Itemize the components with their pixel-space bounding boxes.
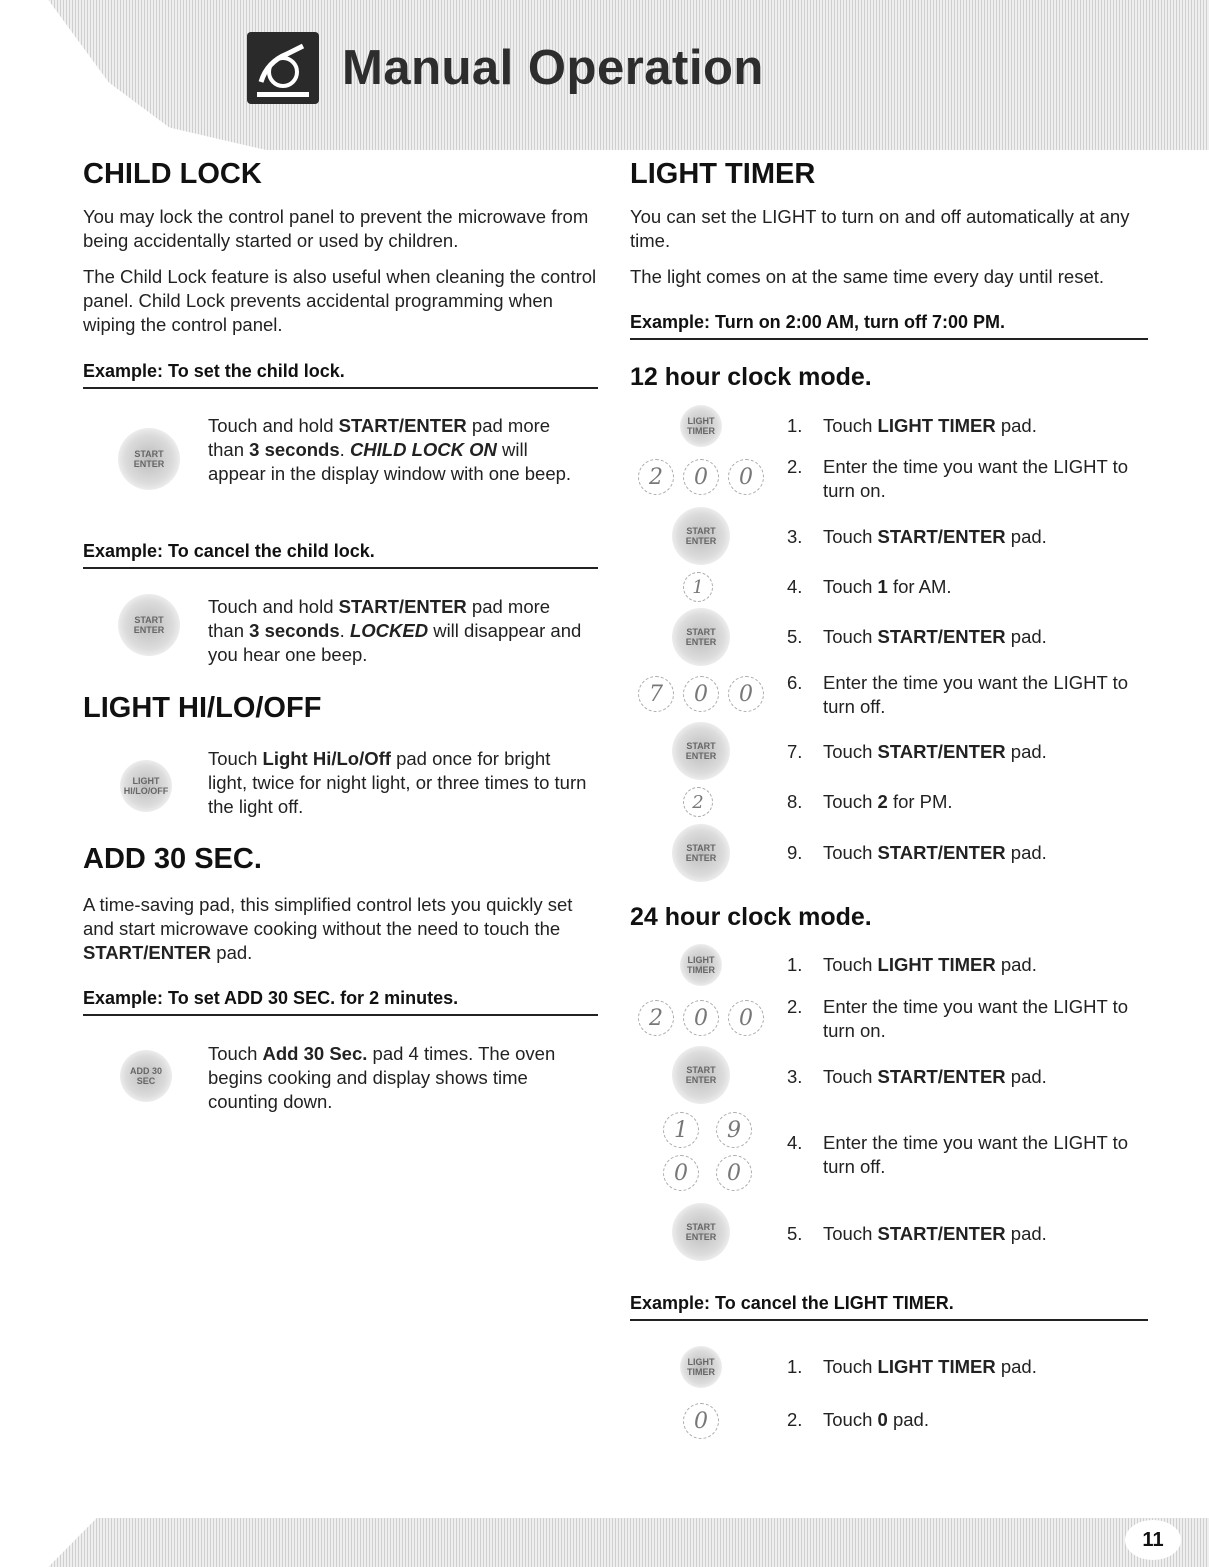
number-key-icon: 0 (683, 1000, 719, 1036)
light-hilo-text: Touch Light Hi/Lo/Off pad once for bright light, twice for night light, or three times to turn the light off. (208, 748, 587, 817)
number-key-icon: 0 (728, 676, 764, 712)
light-timer-heading: LIGHT TIMER (630, 158, 816, 190)
number-key-icon: 0 (683, 459, 719, 495)
light-timer-reset-note: The light comes on at the same time every day until reset. (630, 266, 1105, 287)
number-key-icon: 0 (683, 1403, 719, 1439)
light-timer-pad-icon: LIGHT TIMER (680, 405, 722, 447)
number-key-icon: 2 (638, 1000, 674, 1036)
number-key-icon: 1 (683, 572, 713, 602)
example-cancel-child-lock: Example: To cancel the child lock. (83, 541, 598, 569)
number-key-icon: 0 (683, 676, 719, 712)
start-enter-pad-icon: START ENTER (672, 722, 730, 780)
page-title: Manual Operation (342, 41, 764, 95)
light-hilo-heading: LIGHT HI/LO/OFF (83, 692, 322, 724)
light-timer-pad-icon: LIGHT TIMER (680, 944, 722, 986)
light-timer-intro: You can set the LIGHT to turn on and off automatically at any time. (630, 206, 1130, 251)
example-set-child-lock: Example: To set the child lock. (83, 361, 598, 389)
start-enter-pad-icon: START ENTER (672, 1203, 730, 1261)
number-key-icon: 9 (716, 1112, 752, 1148)
add-30-sec-heading: ADD 30 SEC. (83, 843, 262, 875)
hand-touch-icon (247, 32, 319, 104)
add-30-sec-intro: A time-saving pad, this simplified control lets you quickly set and start microwave cooking without the need to touch the START/ENTER pad. (83, 894, 573, 963)
start-enter-pad-icon: START ENTER (672, 1046, 730, 1104)
add-30-sec-pad-icon: ADD 30 SEC (120, 1050, 172, 1102)
number-key-icon: 2 (683, 787, 713, 817)
number-key-icon: 0 (663, 1155, 699, 1191)
cancel-child-lock-text: Touch and hold START/ENTER pad more than 3 seconds. LOCKED will disappear and you hear one beep. (208, 596, 582, 665)
child-lock-intro: You may lock the control panel to prevent the microwave from being accidentally started or used by children. (83, 206, 589, 251)
12-hour-mode-heading: 12 hour clock mode. (630, 363, 872, 391)
page-number: 11 (1125, 1520, 1181, 1560)
start-enter-pad-icon: START ENTER (118, 428, 180, 490)
number-key-icon: 0 (716, 1155, 752, 1191)
set-child-lock-text: Touch and hold START/ENTER pad more than 3 seconds. CHILD LOCK ON will appear in the display window with one beep. (208, 415, 572, 484)
number-key-icon: 2 (638, 459, 674, 495)
start-enter-pad-icon: START ENTER (672, 507, 730, 565)
example-light-timer: Example: Turn on 2:00 AM, turn off 7:00 PM. (630, 312, 1148, 340)
number-key-icon: 1 (663, 1112, 699, 1148)
number-key-icon: 0 (728, 459, 764, 495)
light-hilo-pad-icon: LIGHT HI/LO/OFF (120, 760, 172, 812)
start-enter-pad-icon: START ENTER (672, 824, 730, 882)
start-enter-pad-icon: START ENTER (118, 594, 180, 656)
number-key-icon: 0 (728, 1000, 764, 1036)
example-cancel-light-timer: Example: To cancel the LIGHT TIMER. (630, 1293, 1148, 1321)
child-lock-cleaning: The Child Lock feature is also useful when cleaning the control panel. Child Lock prevents accidental programming when wiping the control panel. (83, 266, 597, 335)
example-add-30-sec: Example: To set ADD 30 SEC. for 2 minutes. (83, 988, 598, 1016)
start-enter-pad-icon: START ENTER (672, 608, 730, 666)
number-key-icon: 7 (638, 676, 674, 712)
add-30-sec-text: Touch Add 30 Sec. pad 4 times. The oven begins cooking and display shows time counting down. (208, 1043, 556, 1112)
child-lock-heading: CHILD LOCK (83, 158, 262, 190)
footer-band (0, 1518, 1209, 1567)
24-hour-mode-heading: 24 hour clock mode. (630, 903, 872, 931)
light-timer-pad-icon: LIGHT TIMER (680, 1346, 722, 1388)
